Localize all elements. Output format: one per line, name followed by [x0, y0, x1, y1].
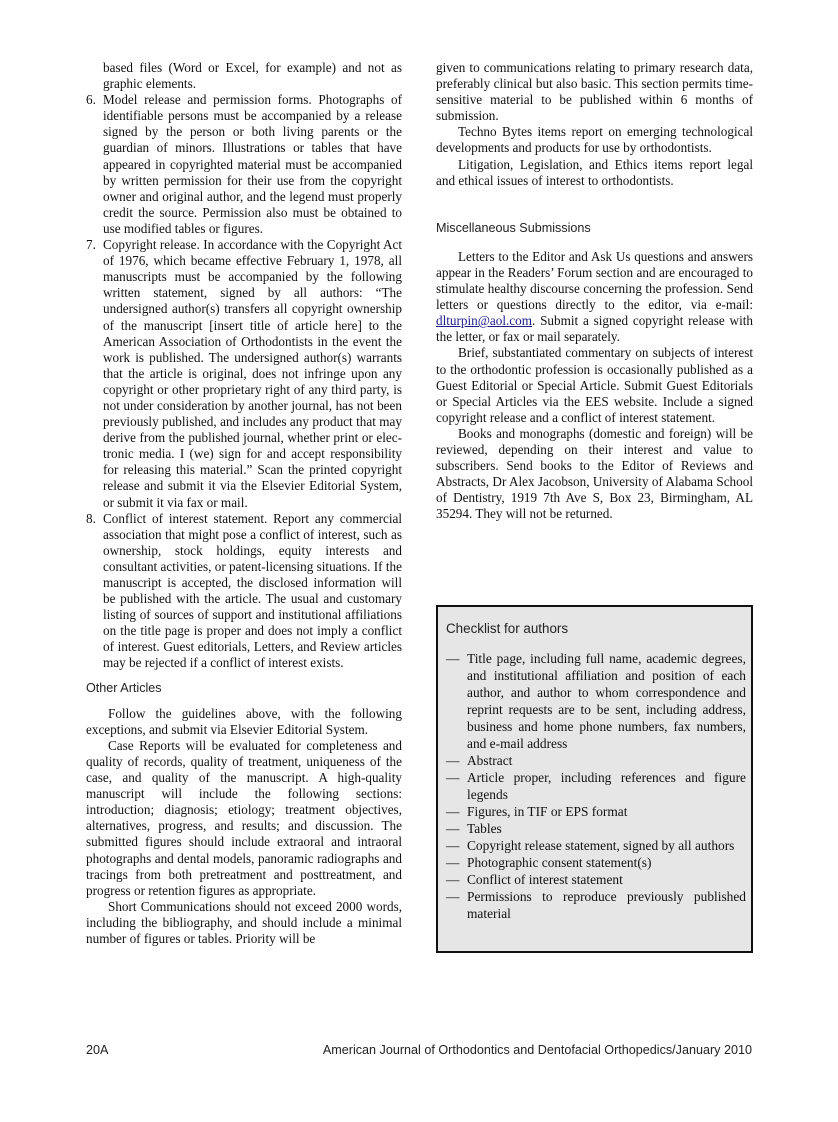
checklist-item [446, 752, 746, 769]
item-number: 6. [86, 92, 96, 108]
paragraph-case-reports: Case Reports will be evaluated for completeness and quality of records, quality of treatment, uniqueness of the case, and quality of the manuscript. A high-quality manuscript will include the following sections: introduction; diagnosis; etiology; treatment objectives, alternatives, progress, and results; and discussion. The submitted figures should include extraoral and intraoral photographs and dental models, panoramic radiographs and tracings from both pretreatment and posttreatment, and progress or retention figures as appropriate. [86, 737, 402, 898]
paragraph-letters [436, 249, 753, 346]
item-number: 7. [86, 237, 96, 253]
paragraph-guidelines: Follow the guidelines above, with the following exceptions, and submit via Elsevier Editorial System. [86, 705, 402, 737]
dash-bullet-icon: — [446, 855, 460, 870]
checklist-item-text: Copyright release statement, signed by all authors [467, 838, 735, 853]
checklist-item-text: Figures, in TIF or EPS format [467, 804, 628, 819]
checklist-item [446, 820, 746, 837]
dash-bullet-icon: — [446, 770, 460, 785]
paragraph-short-communications: Short Communications should not exceed 2000 words, including the bibliography, and should include a minimal number of figures or tables. Priority will be [86, 898, 402, 946]
checklist-item-text: Conflict of interest statement [467, 872, 623, 887]
list-item-model-release [86, 92, 402, 237]
checklist-item-text: Permissions to reproduce previously published material [467, 889, 746, 921]
dash-bullet-icon: — [446, 651, 460, 666]
dash-bullet-icon: — [446, 889, 460, 904]
checklist-item-text: Article proper, including references and figure legends [467, 770, 746, 802]
paragraph-commentary: Brief, substantiated commentary on subjects of interest to the orthodontic profession is occasionally published as a Guest Editorial or Special Article. Submit Guest Editorials or Special Articles via the EES website. Include a signed copyright release and a conflict of interest statement. [436, 345, 753, 425]
item-5-continuation: based files (Word or Excel, for example) and not as graphic elements. [103, 60, 402, 92]
checklist-item-text: Abstract [467, 753, 513, 768]
checklist-item [446, 837, 746, 854]
item-text: Copyright release. In accordance with the Copyright Act of 1976, which became effective February 1, 1978, all manuscripts must be accompanied by the following written statement, signed by all authors: “The undersigned author(s) transfers all copyright ownership of the manuscript [insert title of article here] to the American Association of Orthodontists in the event the work is published. The undersigned author(s) warrants that the article is original, does not infringe upon any copyright or other proprietary right of any third party, is not under consideration by another journal, has not been previously published, and includes any product that may derive from the published journal, whether print or electronic media. I (we) sign for and accept responsibility for releasing this material.” Scan the printed copyright release and submit it via the Elsevier Editorial System, or submit it via fax or mail. [103, 237, 402, 510]
dash-bullet-icon: — [446, 821, 460, 836]
dash-bullet-icon: — [446, 838, 460, 853]
item-text: Model release and permission forms. Photographs of identifiable persons must be accompanied by a release signed by the person or both living parents or the guardian of minors. Illustrations or tables that have appeared in copyrighted material must be accompanied by written permission for their use from the copyright owner and original author, and the legend must properly credit the source. Permission also must be obtained to use modified tables or figures. [103, 92, 402, 236]
dash-bullet-icon: — [446, 804, 460, 819]
paragraph-books: Books and monographs (domestic and foreign) will be reviewed, depending on their interest and value to subscribers. Send books to the Editor of Reviews and Abstracts, Dr Alex Jacobson, University of Alabama School of Dentistry, 1919 7th Ave S, Box 23, Birmingham, AL 35294. They will not be returned. [436, 425, 753, 522]
heading-other-articles: Other Articles [86, 680, 162, 695]
right-column [436, 60, 753, 522]
dash-bullet-icon: — [446, 753, 460, 768]
item-number: 8. [86, 510, 96, 526]
checklist-item [446, 769, 746, 803]
checklist-item [446, 854, 746, 871]
heading-miscellaneous-submissions: Miscellaneous Submissions [436, 220, 591, 235]
item-text: Conflict of interest statement. Report any commercial association that might pose a conflict of interest, such as ownership, stock holdings, equity interests and consultant activities, or patent-licensing situations. If the manuscript is accepted, the disclosed information will be published with the article. The usual and customary listing of sources of support and institutional affiliations on the title page is proper and does not imply a conflict of interest. Guest editorials, Letters, and Review articles may be rejected if a conflict of interest exists. [103, 510, 402, 671]
checklist-title: Checklist for authors [446, 621, 569, 636]
checklist-item [446, 803, 746, 820]
paragraph-techno-bytes: Techno Bytes items report on emerging technological developments and products for use by orthodontists. [436, 124, 753, 156]
checklist-item-text: Photographic consent statement(s) [467, 855, 652, 870]
journal-footer: American Journal of Orthodontics and Dentofacial Orthopedics/January 2010 [322, 1043, 752, 1057]
paragraph-litigation: Litigation, Legislation, and Ethics items report legal and ethical issues of interest to orthodontists. [436, 156, 753, 188]
list-item-conflict-of-interest [86, 511, 402, 672]
checklist-item [446, 871, 746, 888]
checklist-item [446, 888, 746, 922]
checklist-item-text: Title page, including full name, academic degrees, and institutional affiliation and position of each author, and author to whom correspondence and reprint requests are to be sent, including address, business and home phone numbers, fax numbers, and e-mail address [467, 651, 746, 751]
page-number: 20A [86, 1043, 109, 1057]
editor-email-link[interactable]: dlturpin@aol.com [436, 313, 533, 329]
letters-text: Letters to the Editor and Ask Us questions and answers appear in the Readers’ Forum section and are encouraged to stimulate healthy discourse concerning the profession. Send letters or questions directly to the editor, via e-mail: [436, 248, 753, 313]
checklist-box [436, 605, 753, 953]
checklist-item [446, 650, 746, 752]
letters-text-after: . Submit a signed copyright release with the letter, or fax or mail separately. [436, 313, 753, 345]
checklist-item-text: Tables [467, 821, 502, 836]
paragraph-short-communications-continued: given to communications relating to primary research data, preferably clinical but also basic. This section permits time-sensitive material to be published within 6 months of submission. [436, 60, 753, 124]
list-item-copyright-release [86, 237, 402, 511]
checklist-items [446, 650, 746, 922]
left-column [86, 60, 402, 947]
dash-bullet-icon: — [446, 872, 460, 887]
